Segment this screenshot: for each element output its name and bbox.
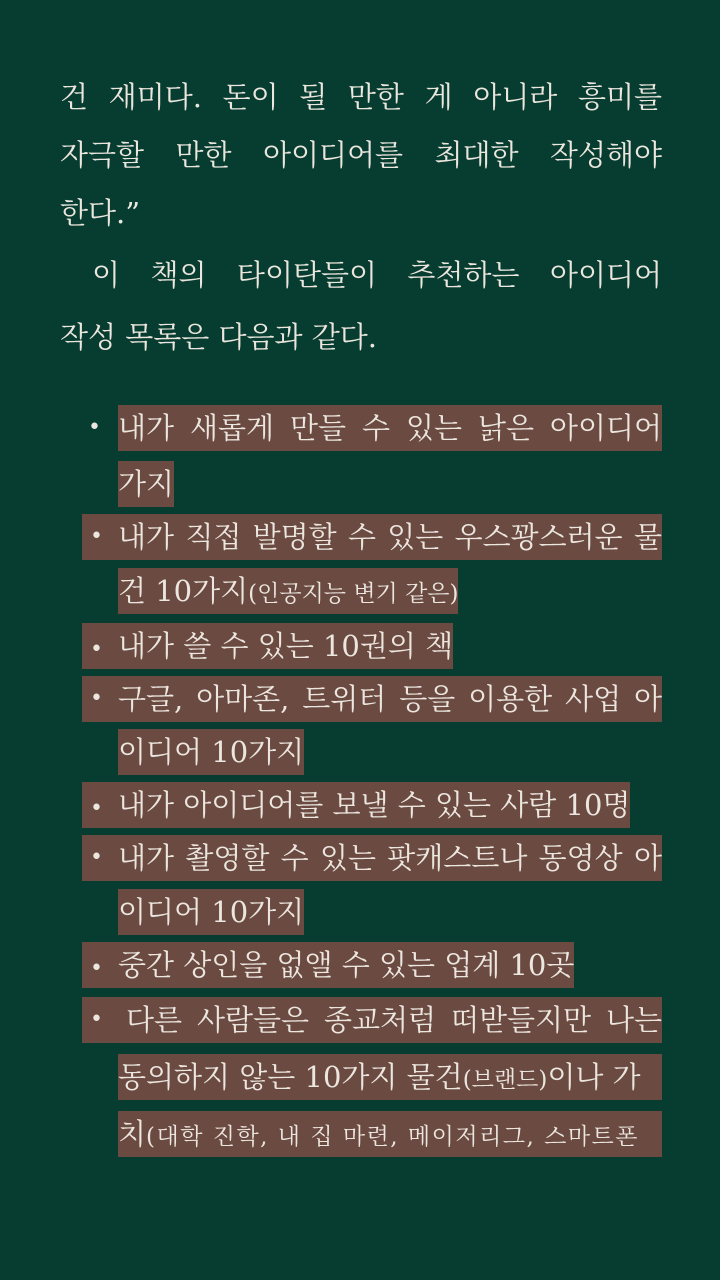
list-item-note: (인공지능 변기 같은) <box>248 581 459 607</box>
list-item-line[interactable] <box>82 942 574 988</box>
list-item-text: 중간 상인을 없앨 수 있는 업계 10곳 <box>118 948 575 982</box>
bullet-icon: • <box>88 415 101 440</box>
bullet-icon: • <box>90 845 103 870</box>
list-item-line[interactable] <box>82 514 662 560</box>
paragraph-line: 한다.” <box>60 196 141 230</box>
bullet-icon: • <box>90 956 103 981</box>
list-item-text: 동의하지 않는 10가지 물건 <box>118 1060 463 1094</box>
list-item-line[interactable] <box>82 782 630 828</box>
list-item-note: (브랜드) <box>462 1067 548 1093</box>
list-item-line[interactable]: 이디어 10가지 <box>118 729 304 775</box>
list-item-text: 내가 촬영할 수 있는 팟캐스트나 동영상 아 <box>118 841 662 875</box>
list-item-line[interactable] <box>118 1111 662 1157</box>
list-item-line[interactable]: 가지 <box>118 461 174 507</box>
paragraph-line: 이 책의 타이탄들이 추천하는 아이디어 <box>92 258 662 292</box>
list-item-text: 건 10가지 <box>118 574 249 608</box>
list-item-text: 내가 직접 발명할 수 있는 우스꽝스러운 물 <box>118 520 662 554</box>
list-item-text: 구글, 아마존, 트위터 등을 이용한 사업 아 <box>118 682 662 716</box>
list-item-text: 다른 사람들은 종교처럼 떠받들지만 나는 <box>126 1003 662 1037</box>
list-item-line[interactable] <box>118 1054 662 1100</box>
list-item-line[interactable] <box>82 676 662 722</box>
bullet-icon: • <box>90 524 103 549</box>
list-item-line[interactable] <box>82 623 453 669</box>
list-item-text: 이나 가 <box>547 1060 641 1094</box>
bullet-icon: • <box>90 637 103 662</box>
list-item-line[interactable]: 내가 새롭게 만들 수 있는 낡은 아이디어 <box>118 405 662 451</box>
list-item-text: 내가 쓸 수 있는 10권의 책 <box>118 629 454 663</box>
paragraph-line: 건 재미다. 돈이 될 만한 게 아니라 흥미를 <box>60 80 662 114</box>
list-item-note: (대학 진학, 내 집 마련, 메이저리그, 스마트폰 <box>146 1124 639 1150</box>
list-item-text: 치 <box>118 1117 147 1151</box>
list-item-line[interactable] <box>82 835 662 881</box>
paragraph-line: 작성 목록은 다음과 같다. <box>60 320 378 354</box>
paragraph-line: 자극할 만한 아이디어를 최대한 작성해야 <box>60 138 662 172</box>
list-item-line[interactable] <box>82 997 662 1043</box>
list-item-text: 내가 아이디어를 보낼 수 있는 사람 10명 <box>118 788 631 822</box>
bullet-icon: • <box>90 1007 103 1032</box>
bullet-icon: • <box>90 796 103 821</box>
list-item-line[interactable]: 이디어 10가지 <box>118 889 304 935</box>
list-item-line[interactable] <box>118 568 458 614</box>
bullet-icon: • <box>90 686 103 711</box>
